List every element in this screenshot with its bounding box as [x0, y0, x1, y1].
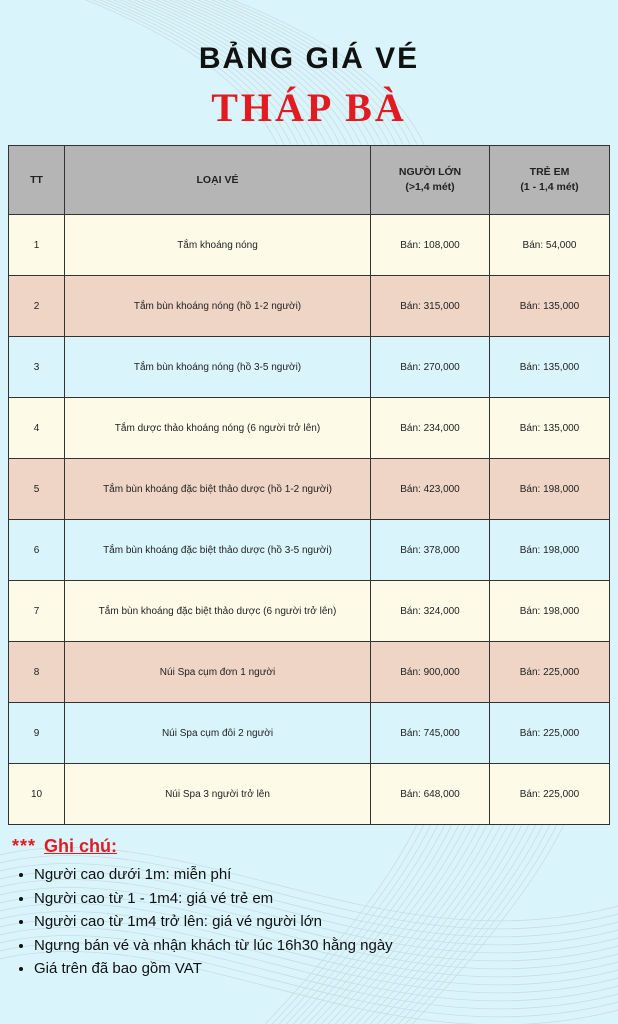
ticket-name: Tắm bùn khoáng đặc biệt thảo dược (hồ 1-2 người)	[65, 459, 371, 520]
child-price: Bán: 135,000	[490, 337, 610, 398]
header-child-label: TRẺ EM	[529, 166, 570, 178]
ticket-name: Tắm dược thảo khoáng nóng (6 người trở lên)	[65, 398, 371, 459]
table-row	[9, 520, 610, 581]
table-row	[9, 764, 610, 825]
ticket-name: Tắm bùn khoáng đặc biệt thảo dược (hồ 3-5 người)	[65, 520, 371, 581]
adult-price: Bán: 900,000	[371, 642, 490, 703]
ticket-name: Núi Spa cụm đôi 2 người	[65, 703, 371, 764]
table-row	[9, 459, 610, 520]
child-price: Bán: 198,000	[490, 520, 610, 581]
price-table	[8, 145, 610, 825]
header-child-height: (1 - 1,4 mét)	[520, 181, 579, 193]
child-price: Bán: 198,000	[490, 581, 610, 642]
ticket-name: Tắm bùn khoáng đặc biệt thảo dược (6 người trở lên)	[65, 581, 371, 642]
ticket-name: Núi Spa cụm đơn 1 người	[65, 642, 371, 703]
row-number: 1	[9, 215, 65, 276]
notes-heading	[12, 836, 393, 857]
note-item: • Người cao từ 1 - 1m4: giá vé trẻ em	[34, 887, 393, 911]
row-number: 7	[9, 581, 65, 642]
header-adult	[371, 146, 490, 215]
table-header-row	[9, 146, 610, 215]
adult-price: Bán: 270,000	[371, 337, 490, 398]
notes-title: Ghi chú:	[44, 836, 118, 856]
table-row	[9, 276, 610, 337]
table-row	[9, 337, 610, 398]
header-adult-label: NGƯỜI LỚN	[398, 166, 462, 178]
ticket-name: Núi Spa 3 người trở lên	[65, 764, 371, 825]
adult-price: Bán: 648,000	[371, 764, 490, 825]
adult-price: Bán: 423,000	[371, 459, 490, 520]
table-row	[9, 703, 610, 764]
row-number: 4	[9, 398, 65, 459]
notes-section	[12, 836, 393, 981]
header-adult-height: (>1,4 mét)	[405, 181, 455, 193]
child-price: Bán: 225,000	[490, 642, 610, 703]
adult-price: Bán: 108,000	[371, 215, 490, 276]
adult-price: Bán: 324,000	[371, 581, 490, 642]
ticket-name: Tắm bùn khoáng nóng (hồ 3-5 người)	[65, 337, 371, 398]
row-number: 5	[9, 459, 65, 520]
row-number: 9	[9, 703, 65, 764]
note-item: • Người cao từ 1m4 trở lên: giá vé người lớn	[34, 910, 393, 934]
page-title: BẢNG GIÁ VÉ	[198, 42, 420, 75]
header-ticket-type: LOẠI VÉ	[65, 146, 371, 215]
notes-stars: ***	[12, 836, 37, 856]
note-item: • Người cao dưới 1m: miễn phí	[34, 863, 393, 887]
note-item: • Giá trên đã bao gồm VAT	[34, 957, 393, 981]
adult-price: Bán: 234,000	[371, 398, 490, 459]
ticket-name: Tắm khoáng nóng	[65, 215, 371, 276]
note-item: • Ngưng bán vé và nhận khách từ lúc 16h30 hằng ngày	[34, 934, 393, 958]
child-price: Bán: 135,000	[490, 398, 610, 459]
notes-list	[12, 863, 393, 981]
row-number: 8	[9, 642, 65, 703]
table-row	[9, 581, 610, 642]
row-number: 10	[9, 764, 65, 825]
child-price: Bán: 54,000	[490, 215, 610, 276]
page-subtitle: THÁP BÀ	[211, 85, 407, 130]
table-row	[9, 398, 610, 459]
adult-price: Bán: 745,000	[371, 703, 490, 764]
adult-price: Bán: 378,000	[371, 520, 490, 581]
row-number: 3	[9, 337, 65, 398]
header-tt: TT	[9, 146, 65, 215]
child-price: Bán: 225,000	[490, 764, 610, 825]
child-price: Bán: 225,000	[490, 703, 610, 764]
ticket-name: Tắm bùn khoáng nóng (hồ 1-2 người)	[65, 276, 371, 337]
child-price: Bán: 135,000	[490, 276, 610, 337]
row-number: 2	[9, 276, 65, 337]
row-number: 6	[9, 520, 65, 581]
adult-price: Bán: 315,000	[371, 276, 490, 337]
header-child	[490, 146, 610, 215]
child-price: Bán: 198,000	[490, 459, 610, 520]
table-row	[9, 642, 610, 703]
table-row	[9, 215, 610, 276]
